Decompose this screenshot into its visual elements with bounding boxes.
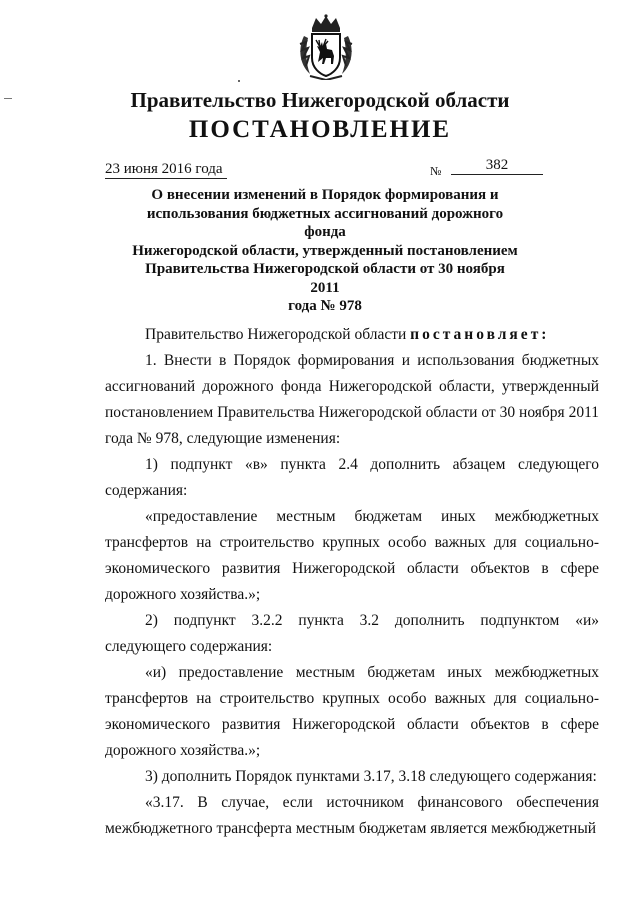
subject-line: использования бюджетных ассигнований дорожного фонда [146,205,504,240]
coat-of-arms-deer-icon [296,14,356,80]
scan-mark [238,80,240,82]
intro-text: Правительство Нижегородской области [145,326,411,343]
subject-line: года № 978 [288,298,362,314]
document-type: ПОСТАНОВЛЕНИЕ [188,116,452,143]
document-body [105,322,599,842]
document-date: 23 июня 2016 года [105,160,227,179]
document-number-label: № [430,164,442,178]
document-subject [130,186,520,316]
paragraph-1: 1. Внести в Порядок формирования и использования бюджетных ассигнований дорожного фонда Нижегородской области, утвержденный постановлением Правительства Нижегородской области от 30 ноября 2011 года № 978, следующие изменения: [105,352,599,447]
paragraph-quote-2: «и) предоставление местным бюджетам иных межбюджетных трансфертов на строительство крупных особо важных для социально-экономического развития Нижегородской области объектов в сфере дорожного хозяйства.»; [105,664,599,759]
paragraph-quote-1: «предоставление местным бюджетам иных межбюджетных трансфертов на строительство крупных особо важных для социально-экономического развития Нижегородской области объектов в сфере дорожного хозяйства.»; [105,508,599,603]
subject-line: Правительства Нижегородской области от 30 ноября 2011 [145,261,505,296]
paragraph-subitem-3: 3) дополнить Порядок пунктами 3.17, 3.18 следующего содержания: [145,768,597,785]
subject-line: Нижегородской области, утвержденный постановлением [132,242,518,259]
organization-title: Правительство Нижегородской области [130,88,510,112]
subject-line: О внесении изменений в Порядок формирования и [151,187,499,203]
paragraph-subitem-2: 2) подпункт 3.2.2 пункта 3.2 дополнить подпунктом «и» следующего содержания: [105,612,599,655]
paragraph-subitem-1: 1) подпункт «в» пункта 2.4 дополнить абзацем следующего содержания: [105,456,599,499]
resolution-intro [105,322,599,348]
document-number: 382 [451,156,543,175]
paragraph-quote-3: «3.17. В случае, если источником финансового обеспечения межбюджетного трансферта местным бюджетам является межбюджетный [105,794,599,837]
intro-verb: постановляет: [410,326,550,343]
